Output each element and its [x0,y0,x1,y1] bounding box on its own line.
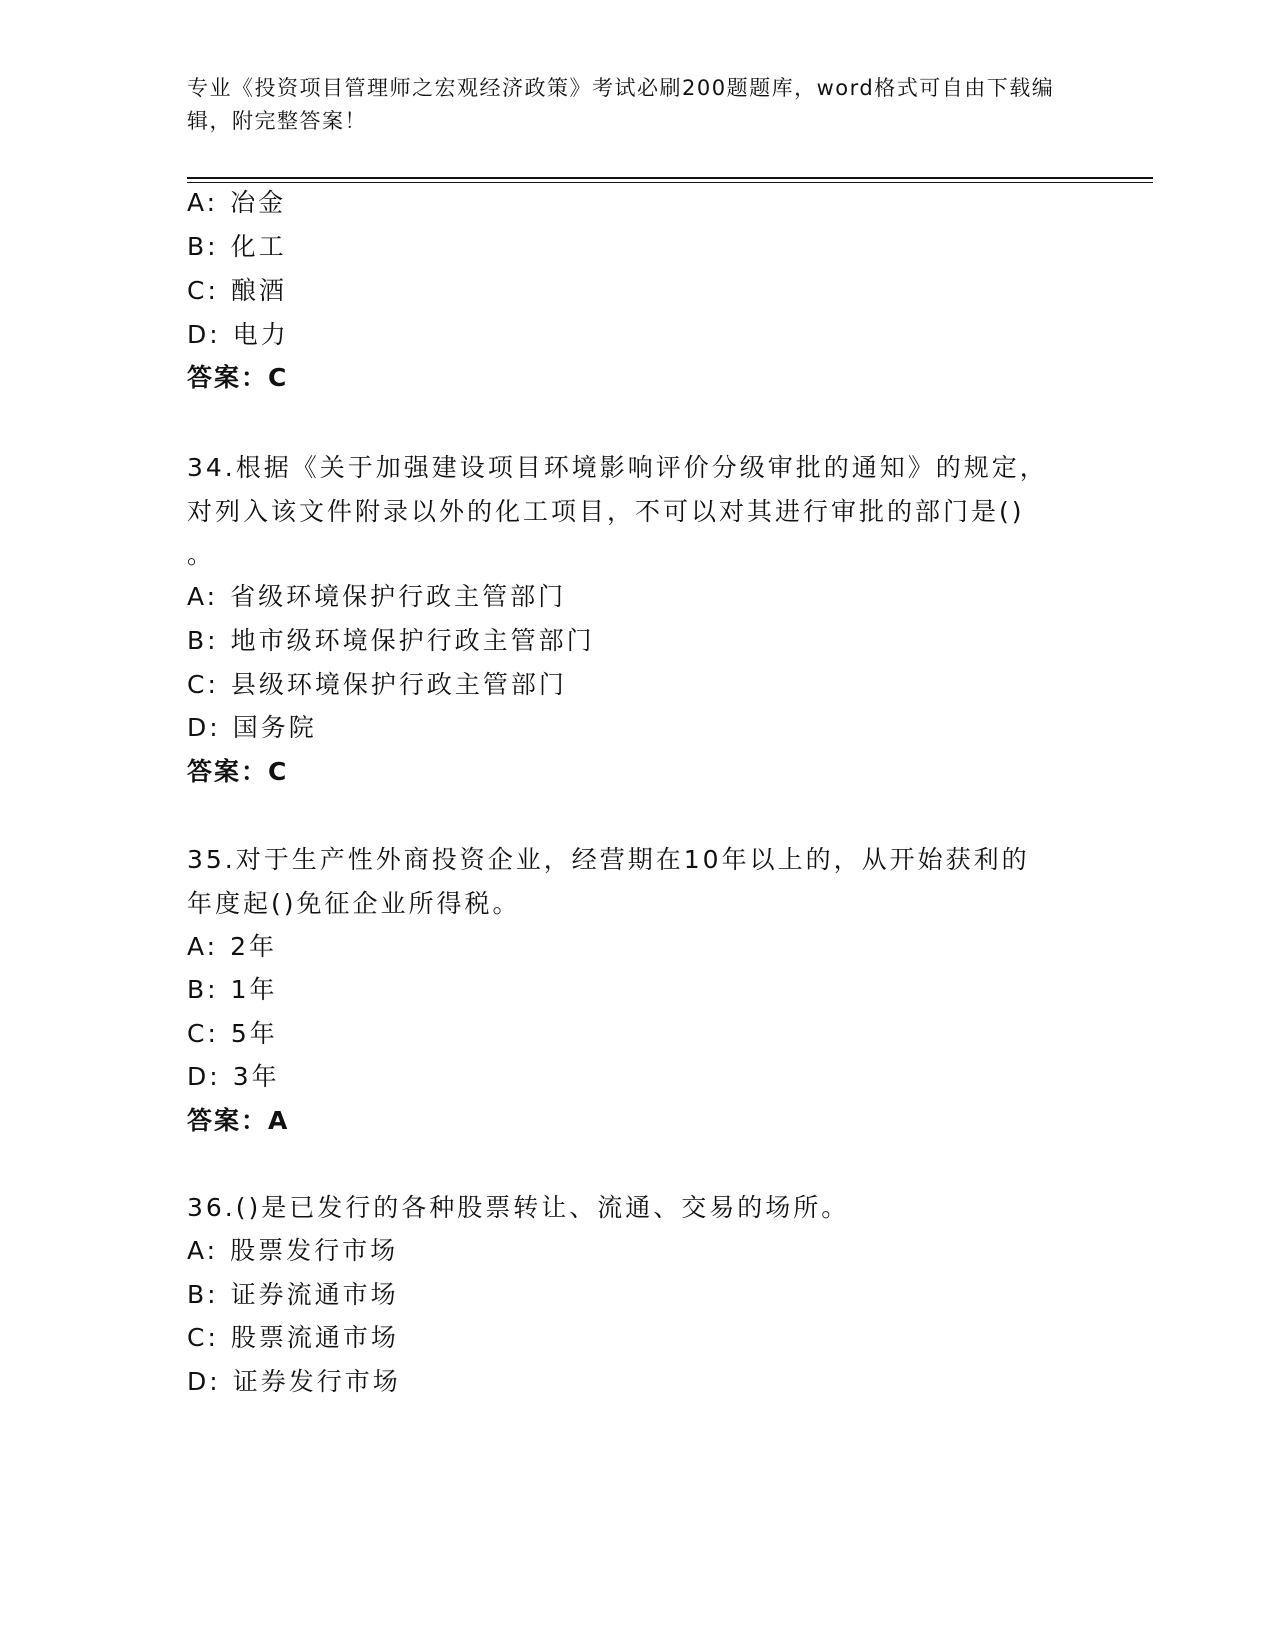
option-d [187,320,289,350]
option-label: B: [187,1280,219,1309]
option-c [187,276,287,306]
option-a [187,582,566,612]
option-c [187,670,567,700]
option-label: C: [187,670,219,699]
option-d [187,1367,401,1397]
question-stem-line: 36.()是已发行的各种股票转让、流通、交易的场所。 [187,1193,850,1222]
option-text: 股票流通市场 [230,1323,399,1352]
option-c [187,1323,399,1353]
option-text: 化工 [230,232,287,261]
option-a [187,932,277,962]
option-b [187,1280,399,1310]
option-label: C: [187,1323,219,1352]
option-d [187,1062,280,1092]
option-label: A: [187,1236,219,1265]
question-stem-line: 对列入该文件附录以外的化工项目，不可以对其进行审批的部门是() [187,497,1025,526]
option-label: A: [187,582,219,611]
option-label: A: [187,932,219,961]
option-text: 3年 [232,1062,280,1091]
option-text: 证券发行市场 [232,1367,401,1396]
answer: 答案：A [187,1106,290,1135]
answer: 答案：C [187,363,289,392]
question-stem-line: 34.根据《关于加强建设项目环境影响评价分级审批的通知》的规定， [187,453,1048,482]
option-label: C: [187,276,219,305]
option-d [187,713,317,743]
option-label: D: [187,320,221,349]
option-label: B: [187,232,219,261]
option-a [187,1236,398,1266]
option-b [187,975,277,1005]
question-stem-line: 35.对于生产性外商投资企业，经营期在10年以上的，从开始获利的 [187,845,1030,874]
option-text: 电力 [232,320,289,349]
option-text: 国务院 [232,713,317,742]
option-label: D: [187,1062,221,1091]
answer: 答案：C [187,757,289,786]
header-divider-thick [187,177,1153,179]
option-text: 冶金 [230,188,287,217]
option-text: 证券流通市场 [230,1280,399,1309]
option-text: 5年 [230,1019,278,1048]
option-text: 2年 [230,932,277,961]
option-label: A: [187,188,219,217]
option-text: 省级环境保护行政主管部门 [230,582,567,611]
option-label: B: [187,975,219,1004]
option-text: 股票发行市场 [230,1236,399,1265]
question-stem-line: 年度起()免征企业所得税。 [187,889,521,918]
option-text: 县级环境保护行政主管部门 [230,670,567,699]
option-label: D: [187,713,221,742]
option-text: 1年 [230,975,278,1004]
option-text: 酿酒 [230,276,287,305]
option-a [187,188,286,218]
header-divider-thin [187,182,1153,183]
option-b [187,232,287,262]
option-label: B: [187,626,219,655]
document-header: 专业《投资项目管理师之宏观经济政策》考试必刷200题题库，word格式可自由下载编辑，附完整答案！ [187,76,1055,133]
option-c [187,1019,278,1049]
option-b [187,626,595,656]
option-text: 地市级环境保护行政主管部门 [230,626,595,655]
question-stem-line: 。 [187,540,216,569]
option-label: C: [187,1019,219,1048]
option-label: D: [187,1367,221,1396]
